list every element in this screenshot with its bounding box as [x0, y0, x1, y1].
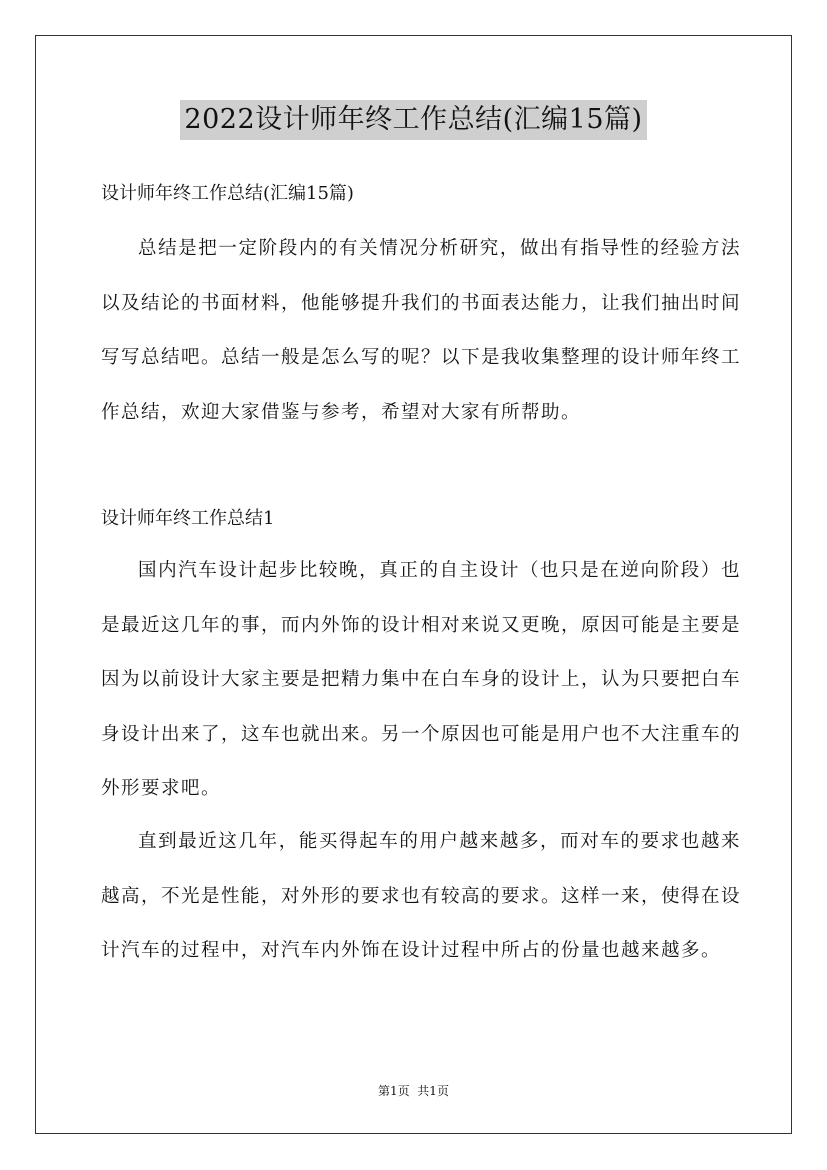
intro-paragraph: 总结是把一定阶段内的有关情况分析研究，做出有指导性的经验方法以及结论的书面材料，他能够提升我们的书面表达能力，让我们抽出时间写写总结吧。总结一般是怎么写的呢？以下是我收集整理的设计师年终工作总结，欢迎大家借鉴与参考，希望对大家有所帮助。 [101, 238, 742, 423]
section-heading: 设计师年终工作总结1 [101, 508, 275, 529]
body-paragraph: 直到最近这几年，能买得起车的用户越来越多，而对车的要求也越来越高，不光是性能，对外形的要求也有较高的要求。这样一来，使得在设计汽车的过程中，对汽车内外饰在设计过程中所占的份量也越来越多。 [101, 831, 742, 961]
title-container [0, 100, 827, 140]
document-subtitle: 设计师年终工作总结(汇编15篇) [101, 183, 354, 204]
page-footer: 第1页 共1页 [378, 1084, 449, 1098]
body-paragraph: 国内汽车设计起步比较晚，真正的自主设计（也只是在逆向阶段）也是最近这几年的事，而内外饰的设计相对来说又更晚，原因可能是主要是因为以前设计大家主要是把精力集中在白车身的设计上，认为只要把白车身设计出来了，这车也就出来。另一个原因也可能是用户也不大注重车的外形要求吧。 [101, 560, 742, 799]
document-title: 2022设计师年终工作总结(汇编15篇) [180, 100, 646, 140]
